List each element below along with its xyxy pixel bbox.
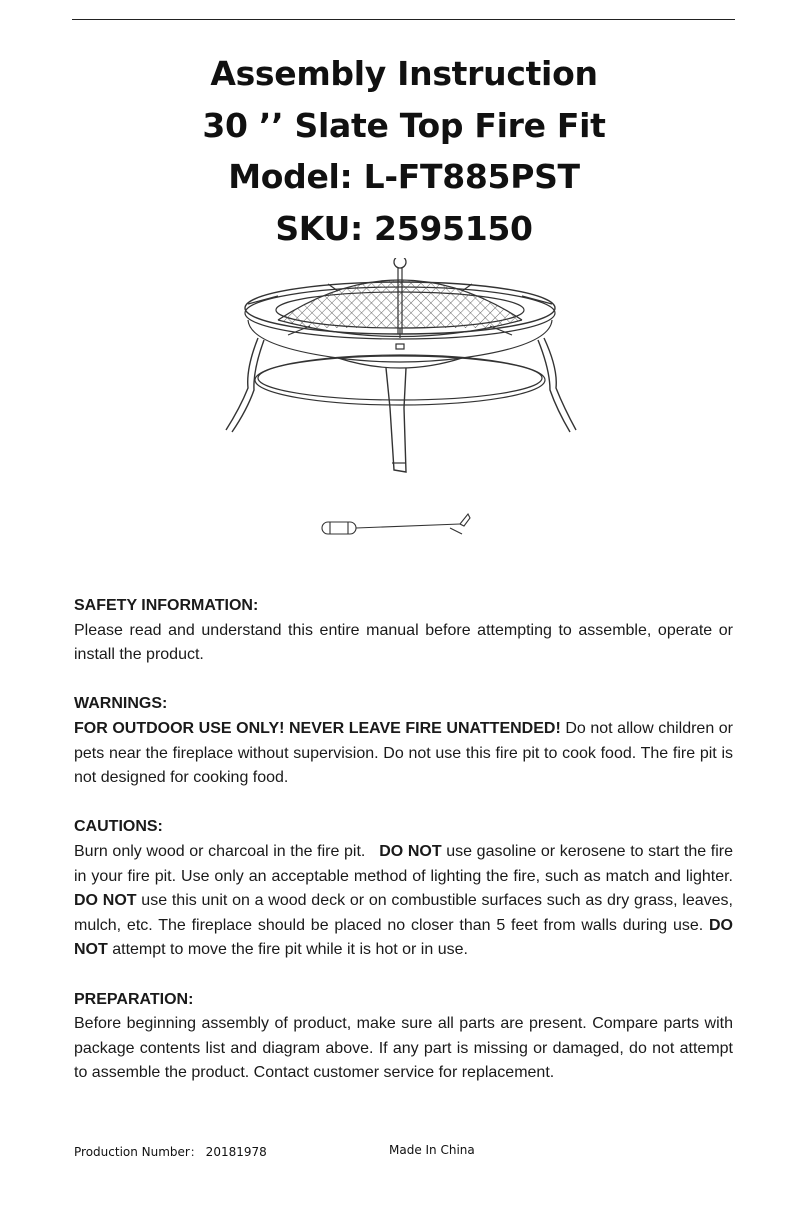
warnings-bold-lead: FOR OUTDOOR USE ONLY! NEVER LEAVE FIRE UNATTENDED! — [74, 719, 561, 737]
manual-body — [74, 594, 733, 1110]
cautions-do-not-3: DO NOT — [74, 916, 733, 959]
cautions-part-4: attempt to move the fire pit while it is hot or in use. — [107, 941, 468, 959]
safety-text: Please read and understand this entire manual before attempting to assemble, operate or install the product. — [74, 621, 733, 664]
warnings-heading: WARNINGS: — [74, 695, 168, 713]
document-title: Assembly Instruction — [210, 54, 598, 93]
cautions-do-not-1: DO NOT — [379, 842, 442, 860]
cautions-part-1: Burn only wood or charcoal in the fire pit. — [74, 842, 380, 860]
fire-pit-drawing — [226, 258, 576, 472]
product-illustration — [218, 258, 588, 548]
model-number: Model: L-FT885PST — [228, 157, 580, 196]
title-block — [0, 48, 808, 254]
top-divider — [72, 19, 735, 20]
product-name: 30 ’’ Slate Top Fire Fit — [202, 105, 606, 145]
fire-poker-drawing — [322, 514, 470, 534]
warnings-text — [74, 717, 733, 791]
warnings-body: Do not allow children or pets near the fireplace without supervision. Do not use this fire pit to cook food. The fire pit is not designed for cooking food. — [74, 719, 734, 787]
preparation-section — [74, 988, 733, 1086]
cautions-part-2: use gasoline or kerosene to start the fire in your fire pit. Use only an acceptable method of lighting the fire, such as match and lighter. — [74, 842, 734, 885]
production-number: Production Number： 20181978 — [74, 1145, 267, 1159]
preparation-text: Before beginning assembly of product, make sure all parts are present. Compare parts with package contents list and diagram above. If any part is missing or damaged, do not attempt to assemble the product. Contact customer service for replacement. — [74, 1015, 733, 1082]
cautions-heading: CAUTIONS: — [74, 818, 163, 836]
cautions-text — [74, 840, 733, 963]
warnings-section — [74, 692, 733, 790]
sku-number: SKU: 2595150 — [275, 208, 533, 248]
cautions-part-3: use this unit on a wood deck or on combustible surfaces such as dry grass, leaves, mulch, etc. The fireplace should be placed no closer than 5 feet from walls during use. — [74, 892, 734, 934]
cautions-section — [74, 815, 733, 963]
country-of-origin: Made In China — [389, 1143, 475, 1157]
cautions-do-not-2: DO NOT — [74, 892, 137, 910]
preparation-heading: PREPARATION: — [74, 990, 194, 1008]
safety-section — [74, 594, 733, 668]
safety-heading: SAFETY INFORMATION: — [74, 597, 259, 614]
